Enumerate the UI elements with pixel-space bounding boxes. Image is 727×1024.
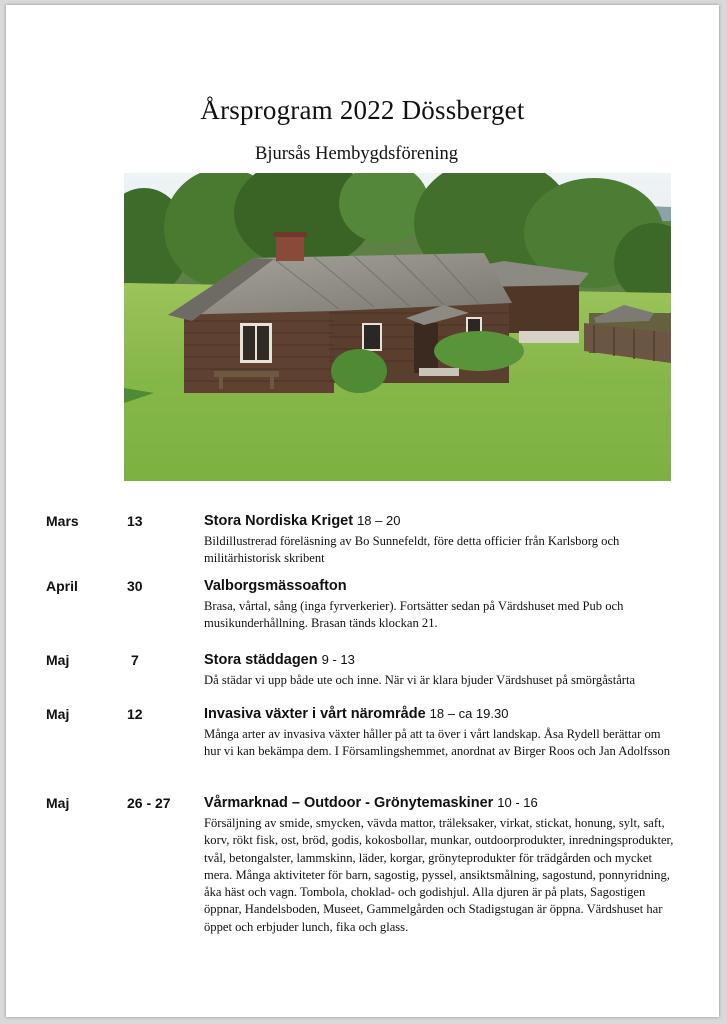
event-title: Stora Nordiska Kriget 18 – 20	[204, 513, 401, 529]
photo-of-log-house	[124, 173, 671, 481]
event-title: Stora städdagen 9 - 13	[204, 652, 355, 668]
page-title: Årsprogram 2022 Dössberget	[200, 95, 525, 125]
event-description: Då städar vi upp både ute och inne. När vi är klara bjuder Värdshuset på smörgåstårta	[204, 673, 636, 687]
event-title: Vårmarknad – Outdoor - Grönytemaskiner 10 - 16	[204, 795, 538, 811]
event-day: 13	[127, 513, 143, 529]
event-month: Mars	[46, 513, 79, 529]
event-time: 10 - 16	[497, 795, 538, 810]
event-day: 12	[127, 706, 143, 722]
event-description: Många arter av invasiva växter håller på att ta över i vårt landskap. Åsa Rydell berättar om hur vi kan bekämpa dem. I Församlingshemmet, anordnat av Birger Roos och Jan Adolfsson	[204, 727, 671, 759]
event-time: 18 – ca 19.30	[429, 706, 509, 721]
event-description: Brasa, vårtal, sång (inga fyrverkerier). Fortsätter sedan på Värdshuset med Pub och musikunderhållning. Brasan tänds klockan 21.	[204, 599, 624, 631]
event-month: Maj	[46, 652, 70, 668]
document-page	[6, 5, 719, 1017]
event-title: Invasiva växter i vårt närområde 18 – ca 19.30	[204, 706, 509, 722]
event-month: Maj	[46, 795, 70, 811]
event-day: 30	[127, 578, 143, 594]
event-time: 18 – 20	[357, 513, 401, 528]
event-description: Försäljning av smide, smycken, vävda mattor, träleksaker, virkat, stickat, honung, sylt, saft, korv, rökt fisk, ost, bröd, godis, kokosbollar, munkar, outdoorprodukter, inredningsprodukter, tvål, betongalster, lammskinn, läder, korgar, grönyteprodukter för trädgården och mycket mera. Många aktiviteter för barn, sagostig, pyssel, ansiktsmålning, sagostund, ponnyridning, åka häst och vagn. Tombola, choklad- och godishjul. Alla djuren är på plats, Sagostigen öppnar, Handelsboden, Museet, Gammelgården och Stadigstugan är öppna. Värdshuset har öppet och erbjuder lunch, fika och glass.	[204, 816, 674, 934]
event-time: 9 - 13	[321, 652, 355, 667]
event-month: April	[46, 578, 78, 594]
event-description: Bildillustrerad föreläsning av Bo Sunnefeldt, före detta officier från Karlsborg och militärhistorisk skribent	[204, 534, 620, 566]
event-day: 26 - 27	[127, 795, 171, 811]
page-subtitle: Bjursås Hembygdsförening	[255, 144, 458, 164]
event-month: Maj	[46, 706, 70, 722]
event-title: Valborgsmässoafton	[204, 578, 347, 594]
event-day: 7	[131, 652, 139, 668]
